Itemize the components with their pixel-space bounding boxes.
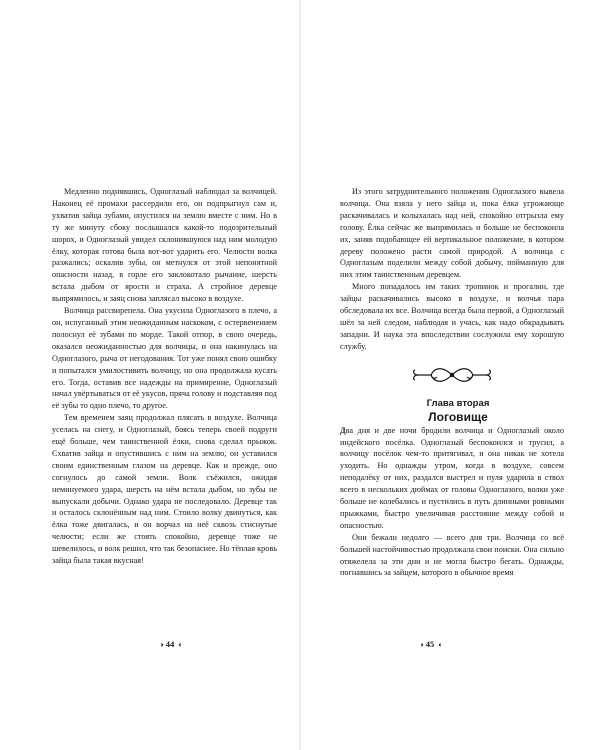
double-chevron-right-icon: ›› bbox=[420, 639, 422, 649]
scroll-ornament-icon bbox=[340, 365, 564, 385]
left-text-column bbox=[52, 186, 277, 567]
page-number-left bbox=[140, 637, 200, 651]
paragraph: Тем временем заяц продолжал плясать в воздухе. Волчица уселась на снегу, и Одноглазый, боясь теперь своей подруги ещё больше, чем таинственной ёлки, снова сделал прыжок. Схватив зайца и опустившись с ним на землю, он уставился своим единственным глазом на деревце. Как и прежде, оно согнулось до самой земли. Волк съёжился, ожидая неминуемого удара, шерсть на нём встала дыбом, но зубы не выпускали добычи. Однако удара не последовало. Деревце так и осталось склонённым над ним. Стоило волку двинуться, как ёлка тоже двигалась, и он ворчал на неё сквозь стиснутые челюсти; если же стоять спокойно, деревце тоже не шевелилось, и волк решил, что так безопаснее. Но тёплая кровь зайца была такая вкусная! bbox=[52, 413, 277, 566]
paragraph: Из этого затруднительного положения Одноглазого вывела волчица. Она взяла у него зайца и, пока ёлка угрожающе раскачивалась и колыхалась над ней, спокойно отгрызла ему голову. Ёлка сейчас же выпрямилась и больше не беспокоила их, заняв подобающее ей вертикальное положение, в котором дереву положено расти самой природой. А волчица с Одноглазым поделили между собой добычу, пойманную для них этим таинственным деревцем. bbox=[340, 187, 564, 280]
right-text-column bbox=[340, 186, 564, 579]
paragraph: Медленно поднявшись, Одноглазый наблюдал за волчицей. Наконец её промахи рассердили его, он подпрыгнул сам и, ухватив зайца зубами, опустился на землю вместе с ним. Но в ту же минуту сбоку послышался какой-то подозрительный шорох, и Одноглазый увидел склонившуюся над ним молодую ёлку, которая готова была вот-вот ударить его. Челюсти волка разжались; оскалив зубы, он метнулся от этой непонятной опасности назад, в горле его заклокотало рычание, шерсть встала дыбом от ярости и страха. А стройное деревце выпрямилось, и заяц снова заплясал высоко в воздухе. bbox=[52, 187, 277, 304]
paragraph-text: ва дня и две ночи бродили волчица и Одноглазый около индейского посёлка. Одноглазый беспокоился и трусил, а волчицу посёлок чем-то притягивал, и она никак не хотела уходить. Но однажды утром, когда в воздухе, совсем неподалёку от них, раздался выстрел и пуля ударила в ствол всего в нескольких дюймах от головы Одноглазого, волки уже больше не колебались и пустились в путь длинными ровными прыжками, быстро увеличивая расстояние между собой и опасностью. bbox=[340, 425, 564, 530]
double-chevron-left-icon: ‹‹ bbox=[438, 639, 440, 649]
page-number: 44 bbox=[165, 639, 175, 649]
page-number: 45 bbox=[425, 639, 435, 649]
right-page bbox=[300, 0, 600, 750]
paragraph: Они бежали недолго — всего дня три. Волчица со всё большей настойчивостью продолжала свои поиски. Она сильно отяжелела за эти дни и не могла быстро бегать. Однажды, погнавшись за зайцем, которого в обычное время bbox=[340, 532, 564, 578]
drop-cap: Д bbox=[340, 425, 346, 435]
double-chevron-left-icon: ‹‹ bbox=[178, 639, 180, 649]
page-number-right bbox=[400, 637, 460, 651]
paragraph: Волчица рассвирепела. Она укусила Одноглазого в плечо, а он, испуганный этим неожиданным наскоком, с остервенением полоснул её зубами по морде. Такой отпор, в свою очередь, оказался неожиданностью для волчицы, и она накинулась на Одноглазого, рыча от негодования. Тот уже понял свою ошибку и попытался умилостивить волчицу, но она продолжала кусать его. Тогда, оставив все надежды на примирение, Одноглазый начал увёртываться от её укусов, пряча голову и подставляя под её зубы то одно плечо, то другое. bbox=[52, 306, 277, 411]
chapter-label: Глава вторая bbox=[426, 397, 490, 409]
chapter-title: Логовище bbox=[428, 409, 488, 424]
paragraph bbox=[340, 425, 564, 532]
paragraph: Много попадалось им таких тропинок и прогалин, где зайцы раскачивались высоко в воздухе, и волчья пара обследовала их все. Волчица всегда была первой, а Одноглазый шёл за ней следом, наблюдая и учась, как надо обкрадывать западни. И наука эта впоследствии сослужила ему хорошую службу. bbox=[340, 282, 564, 351]
double-chevron-right-icon: ›› bbox=[160, 639, 162, 649]
